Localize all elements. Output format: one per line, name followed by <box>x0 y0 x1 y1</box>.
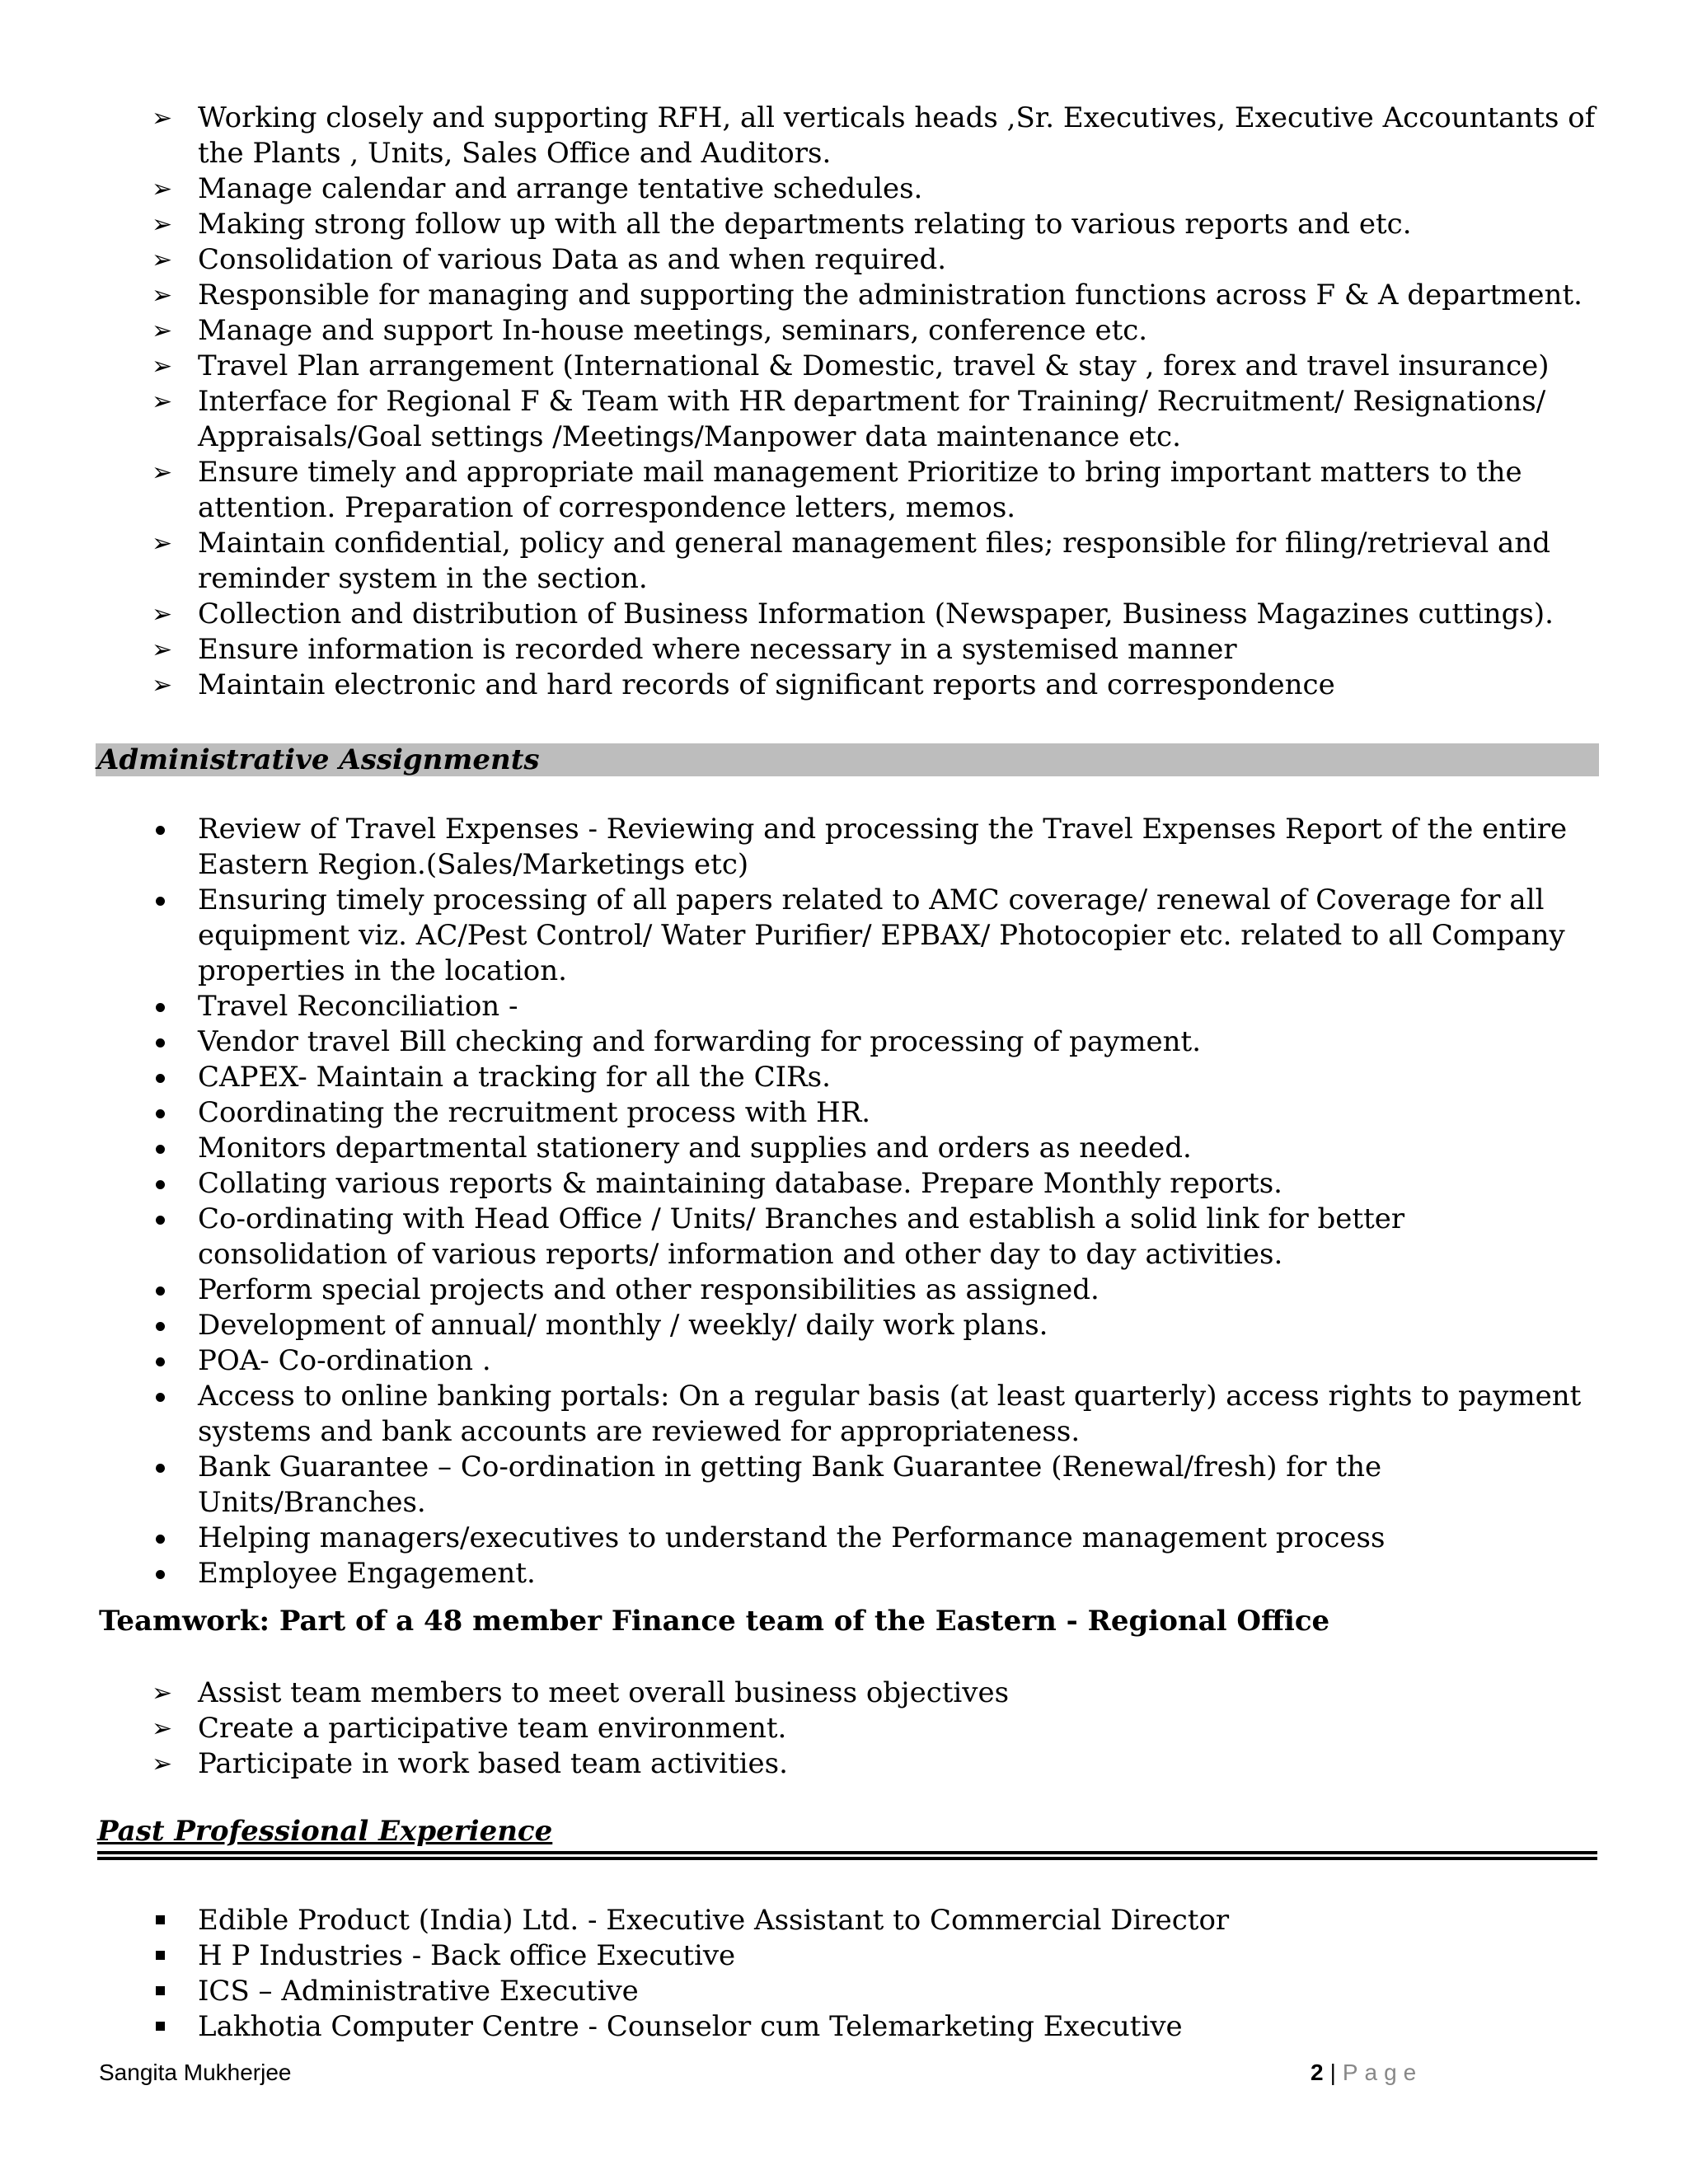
list-item: ➢ Manage calendar and arrange tentative schedules. <box>152 172 923 205</box>
dot-bullet-icon <box>156 826 165 835</box>
teamwork-heading: Teamwork: Part of a 48 member Finance team of the Eastern - Regional Office <box>99 1605 1330 1638</box>
list-item: ➢ Ensure timely and appropriate mail management Prioritize to bring important matters to the attention. Preparation of correspondence letters, memos. <box>152 456 1522 524</box>
arrow-bullet-icon: ➢ <box>152 1679 173 1708</box>
arrow-bullet-icon: ➢ <box>152 175 173 204</box>
arrow-bullet-icon: ➢ <box>152 104 173 133</box>
list-item: ICS – Administrative Executive <box>0 1974 1688 2009</box>
list-item: CAPEX- Maintain a tracking for all the CIRs. <box>0 1060 1688 1095</box>
arrow-bullet-icon: ➢ <box>152 1714 173 1743</box>
arrow-bullet-icon: ➢ <box>152 210 173 239</box>
page-label: Page <box>1342 2060 1423 2085</box>
teamwork-list <box>0 1675 1688 1782</box>
dot-bullet-icon <box>156 1003 165 1012</box>
list-item: Ensuring timely processing of all papers related to AMC coverage/ renewal of Coverage for all equipment viz. AC/Pest Control/ Water Purifier/ EPBAX/ Photocopier etc. related to all Company properties in the location. <box>0 883 1688 989</box>
list-item: Bank Guarantee – Co-ordination in getting Bank Guarantee (Renewal/fresh) for the Units/Branches. <box>0 1450 1688 1521</box>
square-bullet-icon <box>156 1915 165 1924</box>
arrow-bullet-icon: ➢ <box>152 1750 173 1779</box>
list-item: Review of Travel Expenses - Reviewing and processing the Travel Expenses Report of the entire Eastern Region.(Sales/Marketings etc) <box>0 812 1688 883</box>
list-item: Employee Engagement. <box>0 1556 1688 1591</box>
dot-bullet-icon <box>156 1109 165 1118</box>
square-bullet-icon <box>156 1986 165 1995</box>
arrow-bullet-icon: ➢ <box>152 458 173 487</box>
arrow-bullet-icon: ➢ <box>152 352 173 381</box>
list-item: ➢ Interface for Regional F & Team with HR department for Training/ Recruitment/ Resignations/ Appraisals/Goal settings /Meetings/Manpower data maintenance etc. <box>152 385 1546 453</box>
dot-bullet-icon <box>156 1535 165 1544</box>
dot-bullet-icon <box>156 1322 165 1331</box>
arrow-bullet-icon: ➢ <box>152 316 173 345</box>
list-item: POA- Co-ordination . <box>0 1343 1688 1379</box>
dot-bullet-icon <box>156 1286 165 1296</box>
footer-author-name: Sangita Mukherjee <box>99 2060 292 2085</box>
arrow-bullet-icon: ➢ <box>152 246 173 274</box>
list-item: Monitors departmental stationery and supplies and orders as needed. <box>0 1131 1688 1166</box>
responsibilities-list <box>0 101 1688 703</box>
list-item: Coordinating the recruitment process with HR. <box>0 1095 1688 1131</box>
list-item: H P Industries - Back office Executive <box>0 1938 1688 1974</box>
dot-bullet-icon <box>156 1357 165 1366</box>
section-divider <box>97 1851 1597 1854</box>
list-item: Edible Product (India) Ltd. - Executive Assistant to Commercial Director <box>0 1903 1688 1938</box>
arrow-bullet-icon: ➢ <box>152 281 173 310</box>
list-item: ➢ Participate in work based team activities. <box>152 1747 788 1780</box>
page-number: 2 <box>1311 2060 1324 2085</box>
list-item: Travel Reconciliation - <box>0 989 1688 1024</box>
square-bullet-icon <box>156 1951 165 1960</box>
list-item: Co-ordinating with Head Office / Units/ Branches and establish a solid link for better consolidation of various reports/ information and other day to day activities. <box>0 1202 1688 1272</box>
list-item: ➢ Responsible for managing and supporting the administration functions across F & A department. <box>152 279 1582 312</box>
footer-page-indicator <box>1311 2059 1423 2087</box>
list-item: Perform special projects and other responsibilities as assigned. <box>0 1272 1688 1308</box>
list-item: Development of annual/ monthly / weekly/ daily work plans. <box>0 1308 1688 1343</box>
dot-bullet-icon <box>156 1038 165 1047</box>
list-item: ➢ Create a participative team environment. <box>152 1712 787 1745</box>
list-item: ➢ Maintain confidential, policy and general management files; responsible for filing/retrieval and reminder system in the section. <box>152 527 1550 595</box>
list-item: Collating various reports & maintaining database. Prepare Monthly reports. <box>0 1166 1688 1202</box>
square-bullet-icon <box>156 2022 165 2031</box>
list-item: ➢ Collection and distribution of Business Information (Newspaper, Business Magazines cuttings). <box>152 598 1554 630</box>
dot-bullet-icon <box>156 1216 165 1225</box>
page-separator: | <box>1329 2060 1336 2085</box>
arrow-bullet-icon: ➢ <box>152 529 173 558</box>
arrow-bullet-icon: ➢ <box>152 635 173 664</box>
dot-bullet-icon <box>156 1393 165 1402</box>
list-item: ➢ Assist team members to meet overall business objectives <box>152 1676 1010 1709</box>
list-item: Helping managers/executives to understand the Performance management process <box>0 1521 1688 1556</box>
list-item: ➢ Maintain electronic and hard records of significant reports and correspondence <box>152 668 1335 701</box>
past-experience-heading: Past Professional Experience <box>97 1815 553 1848</box>
list-item: ➢ Ensure information is recorded where necessary in a systemised manner <box>152 633 1237 666</box>
dot-bullet-icon <box>156 1180 165 1189</box>
list-item: ➢ Travel Plan arrangement (International & Domestic, travel & stay , forex and travel insurance) <box>152 349 1550 382</box>
arrow-bullet-icon: ➢ <box>152 600 173 629</box>
list-item: Access to online banking portals: On a regular basis (at least quarterly) access rights to payment systems and bank accounts are reviewed for appropriateness. <box>0 1379 1688 1450</box>
dot-bullet-icon <box>156 897 165 906</box>
list-item: Lakhotia Computer Centre - Counselor cum Telemarketing Executive <box>0 2009 1688 2045</box>
administrative-assignments-list <box>0 812 1688 1591</box>
dot-bullet-icon <box>156 1074 165 1083</box>
dot-bullet-icon <box>156 1570 165 1579</box>
section-divider <box>97 1857 1597 1860</box>
past-experience-list <box>0 1903 1688 2045</box>
arrow-bullet-icon: ➢ <box>152 671 173 700</box>
list-item: ➢ Working closely and supporting RFH, all verticals heads ,Sr. Executives, Executive Accountants of the Plants , Units, Sales Office and Auditors. <box>152 101 1596 170</box>
arrow-bullet-icon: ➢ <box>152 387 173 416</box>
list-item: ➢ Making strong follow up with all the departments relating to various reports and etc. <box>152 208 1412 241</box>
list-item: Vendor travel Bill checking and forwarding for processing of payment. <box>0 1024 1688 1060</box>
list-item: ➢ Manage and support In-house meetings, seminars, conference etc. <box>152 314 1148 347</box>
dot-bullet-icon <box>156 1145 165 1154</box>
list-item: ➢ Consolidation of various Data as and when required. <box>152 243 947 276</box>
dot-bullet-icon <box>156 1464 165 1473</box>
administrative-assignments-heading: Administrative Assignments <box>97 743 540 776</box>
